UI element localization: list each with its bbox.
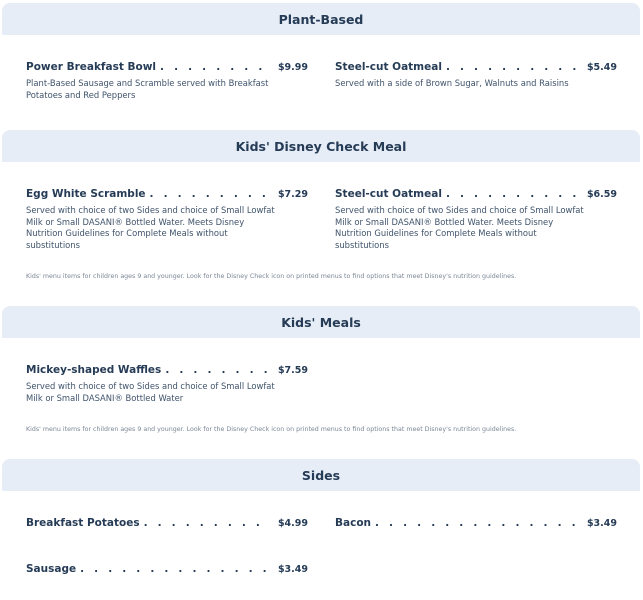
menu-item-power-breakfast-bowl[interactable] <box>26 61 308 101</box>
item-name: Power Breakfast Bowl <box>26 61 157 73</box>
item-description: Served with a side of Brown Sugar, Walnuts and Raisins <box>335 78 569 88</box>
section-title: Sides <box>301 467 341 483</box>
kids-menu-note: Kids' menu items for children ages 9 and younger. Look for the Disney Check icon on printed menus to find options that meet Disney's nutrition guidelines. <box>26 273 517 280</box>
menu-item-steel-cut-oatmeal[interactable] <box>335 61 617 90</box>
dot-leader <box>446 61 577 73</box>
item-name: Breakfast Potatoes <box>26 517 140 529</box>
section-header-plant-based <box>2 3 640 35</box>
item-name: Steel-cut Oatmeal <box>335 188 442 200</box>
menu-item-kids-steel-cut-oatmeal[interactable] <box>335 188 617 251</box>
item-price: $3.49 <box>586 518 617 529</box>
section-title: Kids' Disney Check Meal <box>235 138 407 154</box>
dot-leader <box>160 61 268 73</box>
section-header-kids-disney-check-meal <box>2 130 640 162</box>
section-header-sides <box>2 459 640 491</box>
item-description: Served with choice of two Sides and choice of Small Lowfat Milk or Small DASANI® Bottled Water <box>26 381 275 403</box>
dot-leader <box>375 517 577 529</box>
dot-leader <box>80 563 268 575</box>
item-price: $6.59 <box>586 189 617 200</box>
item-name: Egg White Scramble <box>26 188 146 200</box>
item-price: $7.59 <box>277 365 308 376</box>
item-description: Served with choice of two Sides and choice of Small Lowfat Milk or Small DASANI® Bottled Water. Meets Disney Nutrition Guidelines for Complete Meals without substitutions <box>26 205 275 250</box>
item-name: Mickey-shaped Waffles <box>26 364 162 376</box>
dot-leader <box>150 188 268 200</box>
section-title: Plant-Based <box>278 11 364 27</box>
item-description: Plant-Based Sausage and Scramble served with Breakfast Potatoes and Red Peppers <box>26 78 269 100</box>
menu-item-mickey-shaped-waffles[interactable] <box>26 364 308 404</box>
menu-item-egg-white-scramble[interactable] <box>26 188 308 251</box>
kids-menu-note: Kids' menu items for children ages 9 and younger. Look for the Disney Check icon on printed menus to find options that meet Disney's nutrition guidelines. <box>26 426 517 433</box>
item-price: $9.99 <box>277 62 308 73</box>
item-description: Served with choice of two Sides and choice of Small Lowfat Milk or Small DASANI® Bottled Water. Meets Disney Nutrition Guidelines for Complete Meals without substitutions <box>335 205 584 250</box>
menu-item-sausage[interactable] <box>26 563 308 575</box>
menu-item-breakfast-potatoes[interactable] <box>26 517 308 529</box>
dot-leader <box>165 364 268 376</box>
item-name: Sausage <box>26 563 77 575</box>
item-price: $4.99 <box>277 518 308 529</box>
menu-item-bacon[interactable] <box>335 517 617 529</box>
item-price: $3.49 <box>277 564 308 575</box>
item-price: $7.29 <box>277 189 308 200</box>
section-title: Kids' Meals <box>281 314 361 330</box>
dot-leader <box>446 188 577 200</box>
item-name: Bacon <box>335 517 372 529</box>
section-header-kids-meals <box>2 306 640 338</box>
item-name: Steel-cut Oatmeal <box>335 61 442 73</box>
item-price: $5.49 <box>586 62 617 73</box>
dot-leader <box>144 517 268 529</box>
